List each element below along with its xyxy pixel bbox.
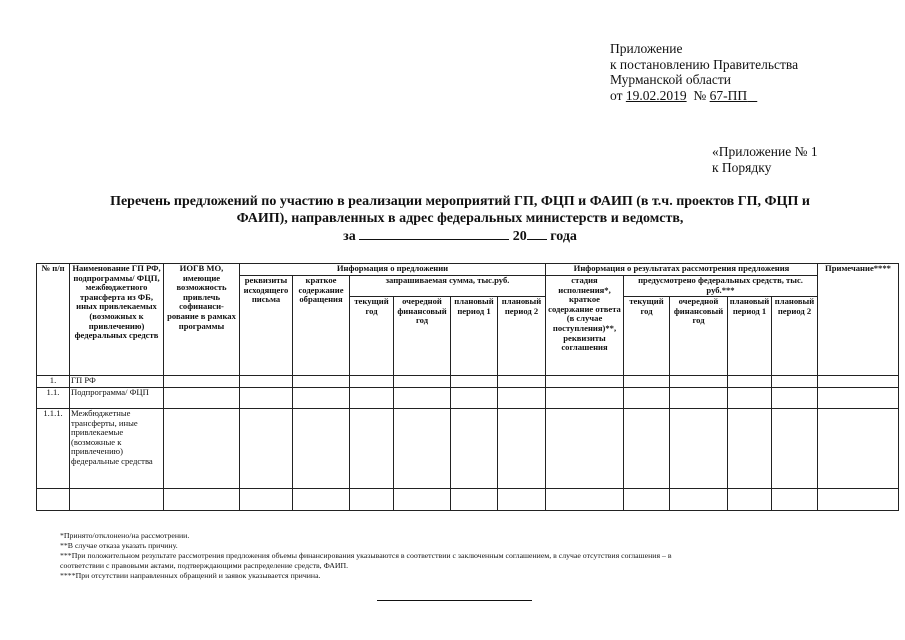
table-row [37, 388, 899, 409]
appendix-date-line [610, 88, 798, 104]
footnote: ***При положительном результате рассмотрения предложения объемы финансирования указываются в соответствии с заключенным соглашением, в случае отсутствия соглашения – в [60, 551, 672, 560]
year-blank [527, 227, 547, 240]
table-row [37, 409, 899, 489]
header-current-year: текущий год [350, 297, 394, 376]
footnote: ****При отсутствии направленных обращений и заявок указывается причина. [60, 571, 321, 580]
header-name: Наименование ГП РФ, подпрограммы/ ФЦП, межбюджетного трансферта из ФБ, иных привлекаемых (возможных к привлечению) федеральных средств [70, 264, 164, 376]
title-line-2: ФАИП), направленных в адрес федеральных министерств и ведомств, [236, 211, 684, 226]
header-plan-period-2: плановый период 2 [498, 297, 546, 376]
appendix-block [610, 41, 798, 103]
header-summary: краткое содержание обращения [293, 276, 350, 376]
header-planned-funds: предусмотрено федеральных средств, тыс. руб.*** [624, 276, 818, 297]
header-next-fin-year: очередной финансовый год [394, 297, 451, 376]
decree-date: 19.02.2019 [625, 87, 687, 103]
from-label: от [610, 87, 623, 103]
footnote: *Принято/отклонено/на рассмотрении. [60, 531, 190, 540]
number-label: № [693, 87, 707, 103]
period-label: за [343, 229, 356, 244]
appendix2-block [712, 144, 818, 176]
proposals-table [36, 263, 899, 511]
footnotes [60, 531, 672, 581]
header-plan-period-1: плановый период 1 [728, 297, 772, 376]
footnote: соответствии с правовыми актами, подтверждающими распределение средств, ФАИП. [60, 561, 349, 570]
row-name [70, 489, 164, 511]
year-prefix: 20 [512, 229, 527, 244]
footnote: **В случае отказа указать причину. [60, 541, 178, 550]
row-name: Межбюджетные трансферты, иные привлекаемые (возможные к привлечению) федеральные средства [70, 409, 164, 489]
decree-number: 67-ПП [709, 87, 748, 103]
period-blank [359, 227, 509, 240]
header-plan-period-1: плановый период 1 [451, 297, 498, 376]
header-next-fin-year: очередной финансовый год [670, 297, 728, 376]
appendix-line-1: Приложение [610, 41, 683, 56]
appendix-line-3: Мурманской области [610, 72, 731, 87]
row-name: ГП РФ [70, 376, 164, 388]
header-current-year: текущий год [624, 297, 670, 376]
appendix2-line-2: к Порядку [712, 160, 772, 175]
header-plan-period-2: плановый период 2 [772, 297, 818, 376]
header-iogv: ИОГВ МО, имеющие возможность привлечь софинанси-рование в рамках программы [164, 264, 240, 376]
table-row [37, 489, 899, 511]
document-title [60, 193, 860, 245]
header-requested-sum: запрашиваемая сумма, тыс.руб. [350, 276, 546, 297]
row-num: 1.1.1. [37, 409, 70, 489]
header-num: № п/п [37, 264, 70, 376]
closing-divider [377, 600, 532, 601]
row-num: 1. [37, 376, 70, 388]
table-row [37, 376, 899, 388]
row-num: 1.1. [37, 388, 70, 409]
appendix2-line-1: «Приложение № 1 [712, 144, 818, 159]
header-note: Примечание**** [818, 264, 899, 376]
row-num [37, 489, 70, 511]
row-name: Подпрограмма/ ФЦП [70, 388, 164, 409]
appendix-line-2: к постановлению Правительства [610, 56, 799, 72]
header-stage: стадия исполнения*, краткое содержание ответа (в случае поступления)**, реквизиты соглашения [546, 276, 624, 376]
header-letter-details: реквизиты исходящего письма [240, 276, 293, 376]
title-line-1: Перечень предложений по участию в реализации мероприятий ГП, ФЦП и ФАИП (в т.ч. проектов ГП, ФЦП и [110, 194, 810, 209]
year-suffix: года [550, 229, 577, 244]
header-proposal-info: Информация о предложении [240, 264, 546, 276]
header-results-info: Информация о результатах рассмотрения предложения [546, 264, 818, 276]
title-line-3 [60, 227, 860, 245]
